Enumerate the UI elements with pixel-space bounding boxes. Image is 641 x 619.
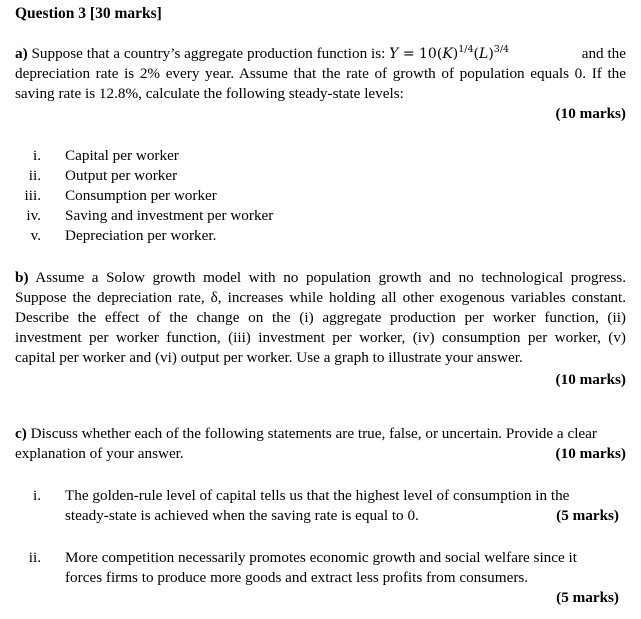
part-a-item-4: Saving and investment per worker xyxy=(65,207,274,224)
part-a-first-line xyxy=(15,44,626,64)
part-c-item-2-line2: forces firms to produce more goods and extract less profits from consumers. xyxy=(65,569,529,586)
part-a-item-3-number: iii. xyxy=(24,187,41,204)
part-b-label: b) xyxy=(15,269,29,286)
part-b-prompt xyxy=(15,268,626,368)
part-a-item-4-number: iv. xyxy=(26,207,41,224)
part-c-item-1-number: i. xyxy=(32,487,41,504)
part-a-marks: (10 marks) xyxy=(555,105,626,122)
part-c-item-2-line1: More competition necessarily promotes economic growth and social welfare since it xyxy=(65,549,577,566)
part-c-item-1 xyxy=(65,486,626,526)
part-c-item-2-marks: (5 marks) xyxy=(556,589,619,606)
part-a-item-3: Consumption per worker xyxy=(65,187,217,204)
part-a-prompt xyxy=(15,44,626,104)
part-a-item-1-number: i. xyxy=(32,147,41,164)
part-a-item-2: Output per worker xyxy=(65,167,178,184)
part-a-item-1: Capital per worker xyxy=(65,147,179,164)
part-a-text-2: and the xyxy=(581,45,626,62)
part-a-label: a) xyxy=(15,45,28,62)
part-c-item-1-line1: The golden-rule level of capital tells us that the highest level of consumption in the xyxy=(65,487,570,504)
part-b-marks: (10 marks) xyxy=(555,371,626,388)
part-c-prompt xyxy=(15,424,626,464)
part-a-item-5: Depreciation per worker. xyxy=(65,227,217,244)
question-title: Question 3 [30 marks] xyxy=(15,5,162,22)
part-a-item-5-number: v. xyxy=(30,227,41,244)
part-c-item-2-number: ii. xyxy=(28,549,41,566)
part-a-item-2-number: ii. xyxy=(28,167,41,184)
production-function-equation: $Y = 10(K)^{1/4}(L)^{3/4}$ xyxy=(389,44,510,62)
part-b-text: Assume a Solow growth model with no population growth and no technological progress. Suppose the depreciation rate, δ, increases while holding all other exogenous variables constant. Describe the effect of the change on the (i) aggregate production per worker function, (ii) investment per worker function, (iii) investment per worker, (iv) consumption per worker, (v) capital per worker and (vi) output per worker. Use a graph to illustrate your answer. xyxy=(15,269,626,366)
part-a-text-3: depreciation rate is 2% every year. Assume that the rate of growth of population equals 0. If the saving rate is 12.8%, calculate the following steady-state levels: xyxy=(15,65,626,102)
part-c-label: c) xyxy=(15,425,27,442)
part-c-marks: (10 marks) xyxy=(555,445,626,462)
part-c-item-1-line2: steady-state is achieved when the saving rate is equal to 0. xyxy=(65,507,419,524)
part-c-item-1-marks: (5 marks) xyxy=(556,507,619,524)
part-c-item-2 xyxy=(65,548,626,588)
part-c-text-2: explanation of your answer. xyxy=(15,445,184,462)
part-c-text-1: Discuss whether each of the following statements are true, false, or uncertain. Provide a clear xyxy=(30,425,597,442)
part-a-text-1: Suppose that a country’s aggregate production function is: xyxy=(31,45,390,62)
